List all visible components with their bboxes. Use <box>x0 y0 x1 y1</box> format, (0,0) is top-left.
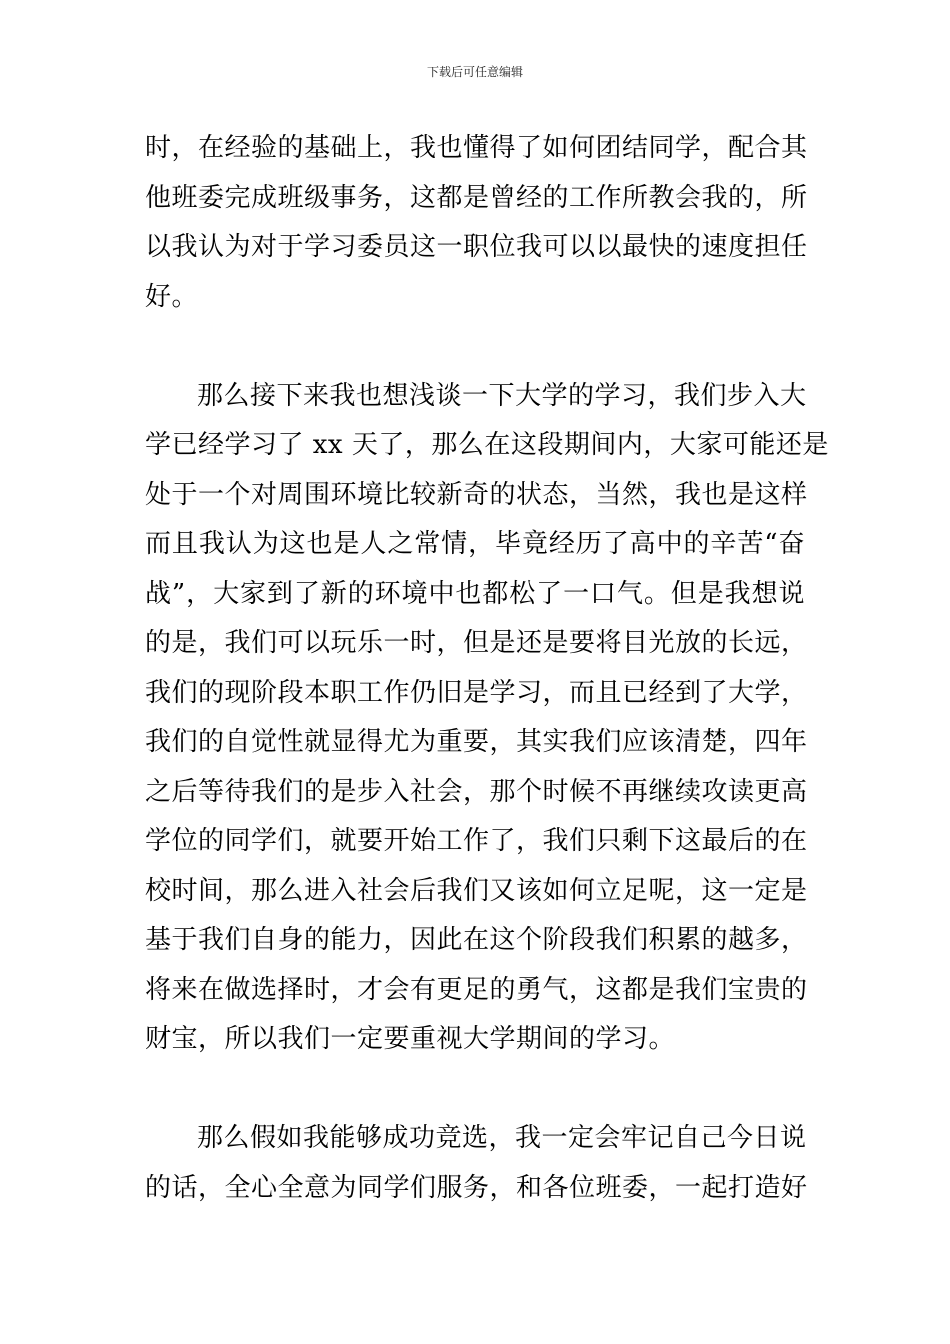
text-line: 学已经学习了 xx 天了，那么在这段期间内，大家可能还是 <box>145 430 829 460</box>
text-line: 学位的同学们，就要开始工作了，我们只剩下这最后的在 <box>145 826 808 856</box>
text-line: 时，在经验的基础上，我也懂得了如何团结同学，配合其 <box>145 133 808 163</box>
paragraph-gap <box>145 322 805 372</box>
paragraph-3 <box>145 1114 808 1213</box>
text-line: 校时间，那么进入社会后我们又该如何立足呢，这一定是 <box>145 875 808 906</box>
text-line: 基于我们自身的能力，因此在这个阶段我们积累的越多， <box>145 925 808 955</box>
document-body <box>145 124 829 1213</box>
text-line: 他班委完成班级事务，这都是曾经的工作所教会我的，所 <box>145 182 808 213</box>
text-line: 那么假如我能够成功竞选，我一定会牢记自己今日说 <box>197 1123 807 1153</box>
page-header: 下载后可任意编辑 <box>426 65 523 79</box>
text-line: 将来在做选择时，才会有更足的勇气，这都是我们宝贵的 <box>145 974 808 1005</box>
text-line: 的话，全心全意为同学们服务，和各位班委，一起打造好 <box>145 1172 808 1203</box>
text-line: 而且我认为这也是人之常情，毕竟经历了高中的辛苦“奋 <box>145 529 805 559</box>
paragraph-2 <box>145 372 829 1065</box>
paragraph-1 <box>145 124 808 322</box>
text-line: 战”，大家到了新的环境中也都松了一口气。但是我想说 <box>145 578 805 609</box>
text-line: 那么接下来我也想浅谈一下大学的学习，我们步入大 <box>197 380 807 411</box>
text-line: 好。 <box>145 281 199 312</box>
paragraph-gap <box>145 1065 805 1115</box>
text-line: 我们的现阶段本职工作仍旧是学习，而且已经到了大学， <box>145 677 808 708</box>
text-line: 处于一个对周围环境比较新奇的状态，当然，我也是这样 <box>145 479 808 510</box>
text-line: 我们的自觉性就显得尤为重要，其实我们应该清楚，四年 <box>145 727 808 757</box>
text-line: 财宝，所以我们一定要重视大学期间的学习。 <box>145 1024 676 1054</box>
text-line: 之后等待我们的是步入社会，那个时候不再继续攻读更高 <box>145 776 808 807</box>
text-line: 的是，我们可以玩乐一时，但是还是要将目光放的长远， <box>145 628 808 658</box>
text-line: 以我认为对于学习委员这一职位我可以以最快的速度担任 <box>145 232 808 262</box>
